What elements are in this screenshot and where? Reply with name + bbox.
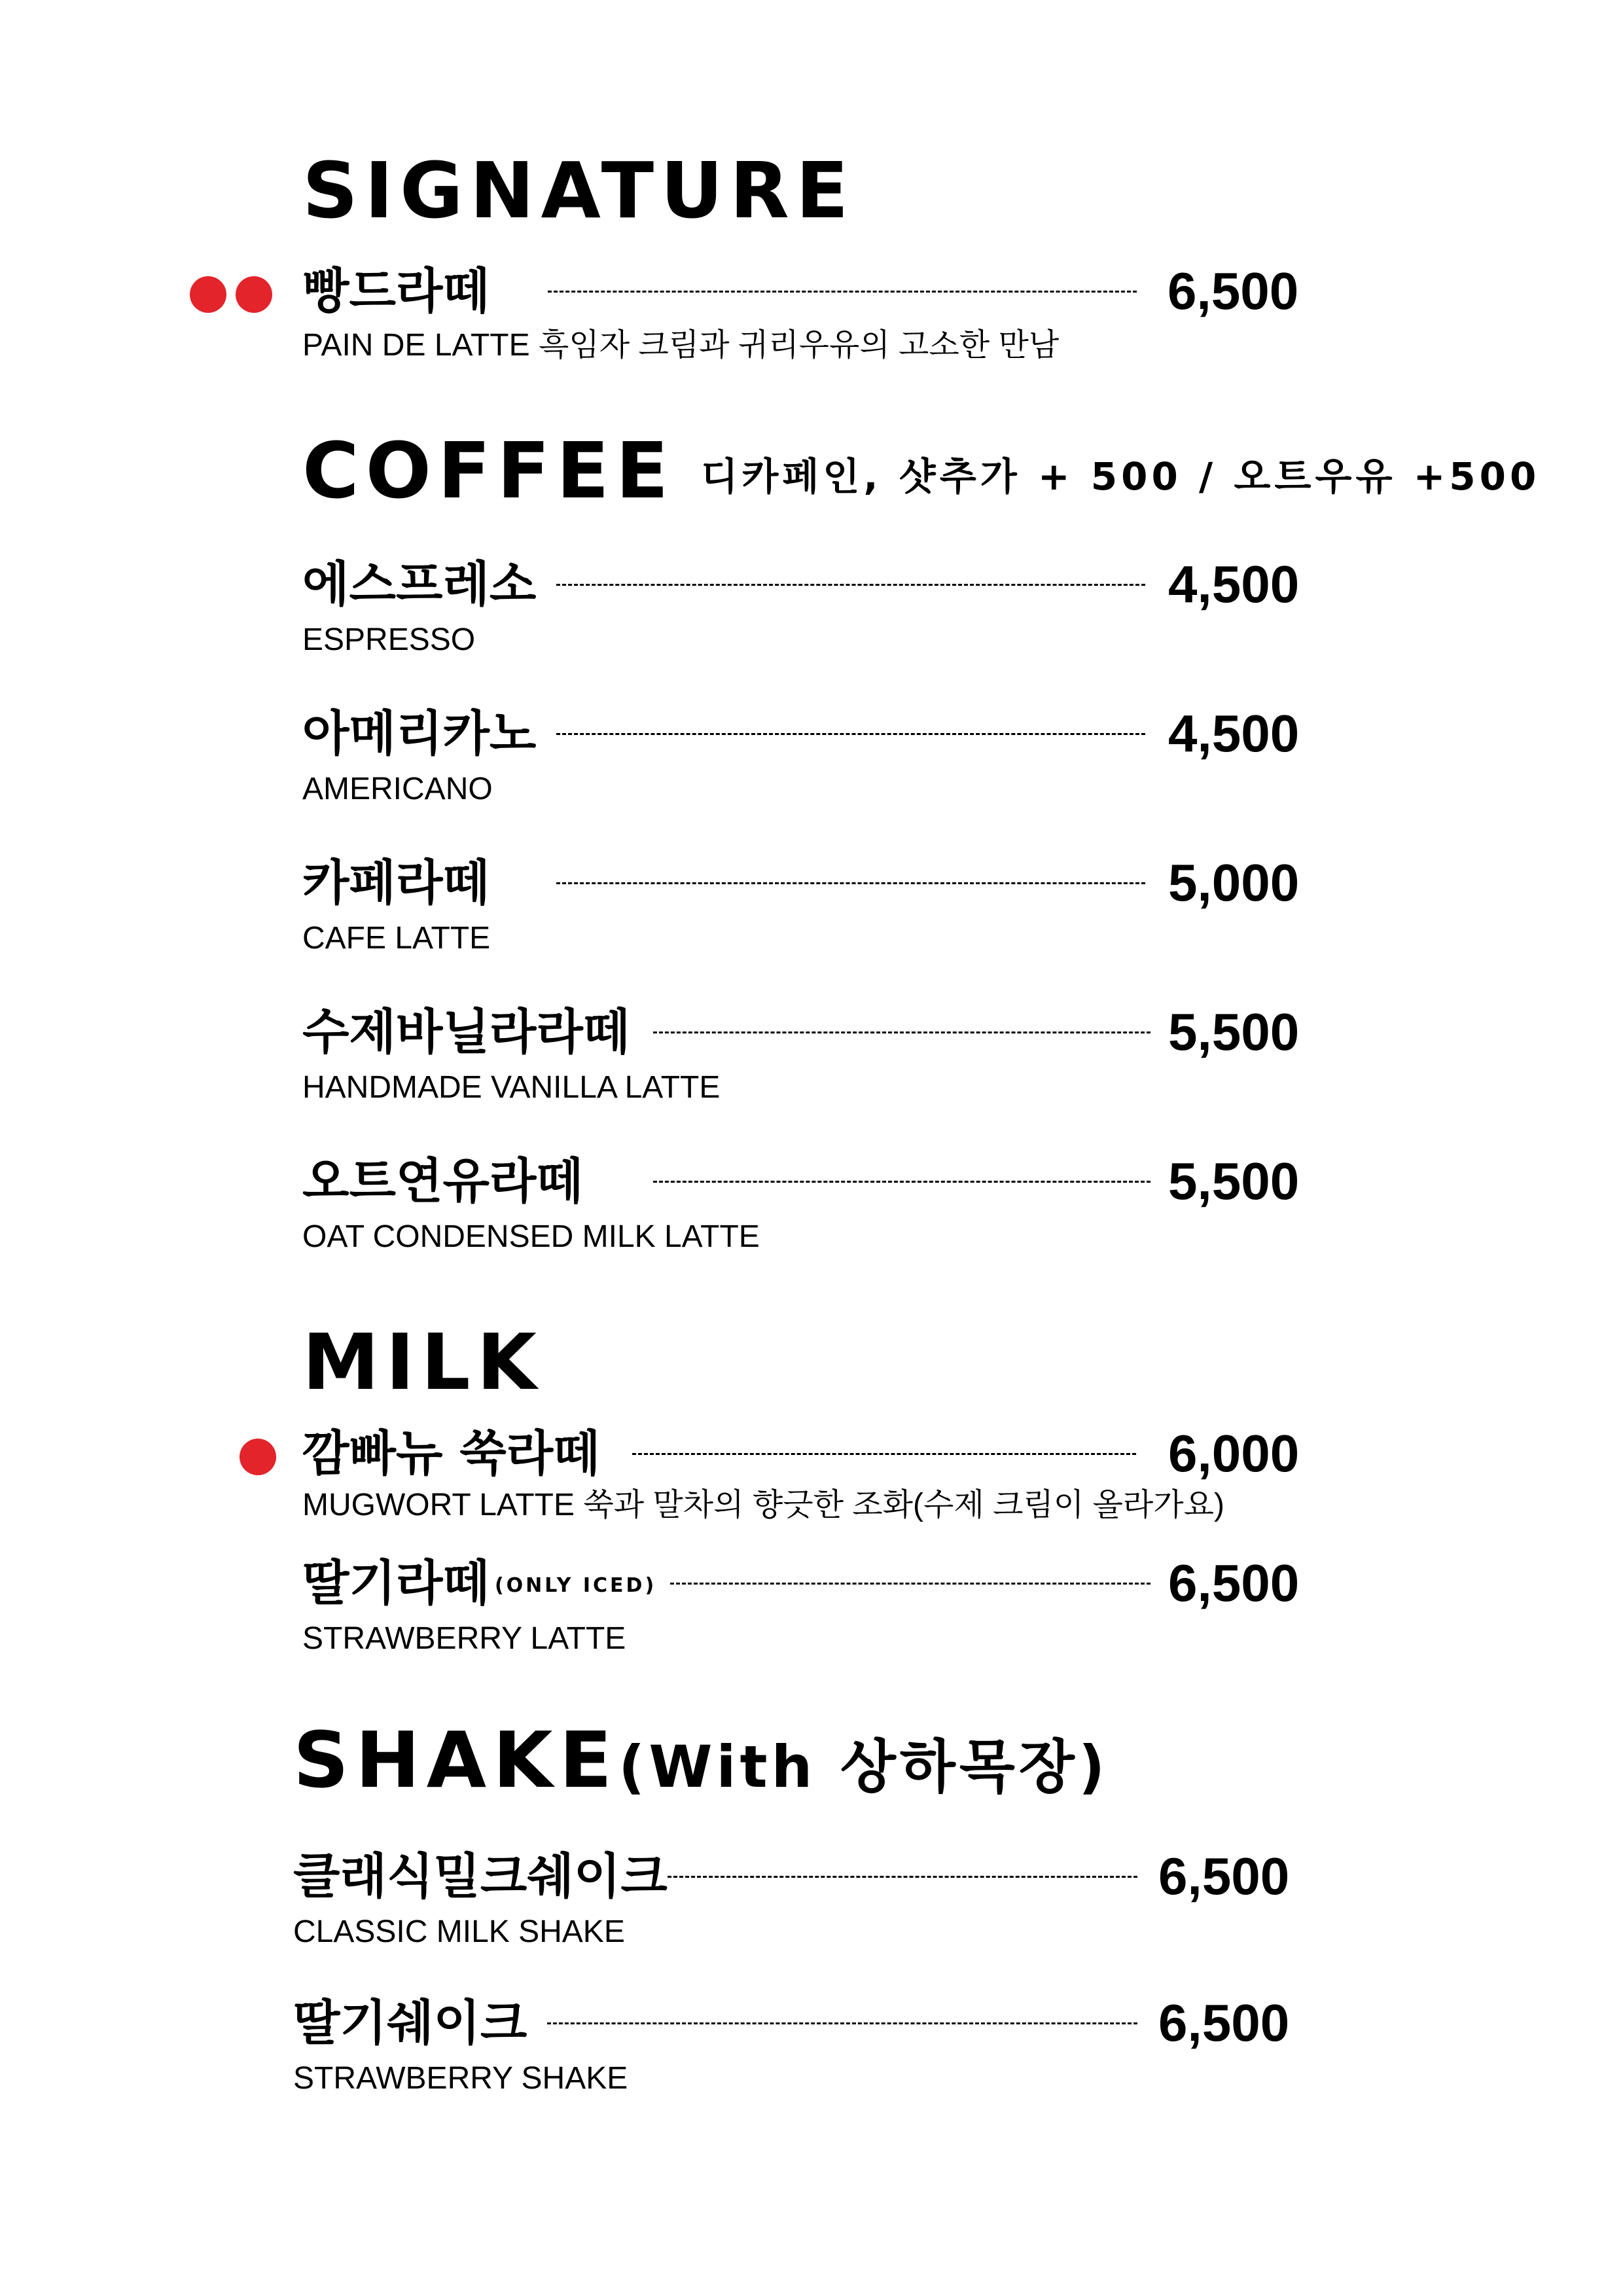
item-subtitle: AMERICANO: [302, 772, 493, 806]
item-price: 6,000: [1168, 1424, 1300, 1482]
item-subtitle: STRAWBERRY SHAKE: [293, 2061, 628, 2096]
item-price: 5,500: [1168, 1003, 1300, 1061]
menu-item-strawberry-latte: [302, 1554, 1323, 1665]
item-price: 4,500: [1168, 704, 1300, 762]
menu-item-pain-de-latte: [302, 262, 1323, 373]
item-name: 아메리카노: [302, 706, 537, 762]
menu-item-strawberry-shake: [293, 1994, 1314, 2105]
coffee-options-note: 디카페인, 샷추가 + 500 / 오트우유 +500: [701, 454, 1541, 499]
section-title-milk: MILK: [302, 1317, 543, 1407]
item-name: 오트연유라떼: [302, 1153, 583, 1210]
price-leader: [632, 1453, 1136, 1455]
item-price: 6,500: [1168, 1554, 1300, 1612]
price-leader: [668, 1876, 1137, 1878]
item-subtitle: PAIN DE LATTE 흑임자 크림과 귀리우유의 고소한 만남: [302, 328, 1060, 363]
menu-item-espresso: [302, 555, 1323, 666]
item-name: [302, 1554, 656, 1615]
item-subtitle: HANDMADE VANILLA LATTE: [302, 1070, 721, 1105]
section-title-shake: [293, 1715, 1109, 1805]
item-subtitle: STRAWBERRY LATTE: [302, 1621, 626, 1656]
price-leader: [670, 1583, 1150, 1585]
price-leader: [556, 882, 1145, 884]
item-name: 수제바닐라라떼: [302, 1004, 630, 1060]
menu-item-classic-milk-shake: [293, 1847, 1314, 1958]
price-leader: [653, 1181, 1150, 1183]
item-name: 딸기쉐이크: [293, 1995, 527, 2051]
milk-dot-icon: [240, 1439, 276, 1475]
item-subtitle: CLASSIC MILK SHAKE: [293, 1914, 625, 1949]
section-title-coffee: [302, 425, 1541, 516]
menu-item-americano: [302, 704, 1323, 816]
section-title-signature: SIGNATURE: [302, 145, 855, 236]
price-leader: [556, 584, 1145, 586]
item-subtitle: MUGWORT LATTE 쑥과 말차의 향긋한 조화(수제 크림이 올라가요): [302, 1488, 1224, 1522]
shake-supplier-note: (With 상하목장): [618, 1733, 1109, 1801]
signature-dot-icon: [236, 276, 272, 313]
item-price: 6,500: [1158, 1994, 1290, 2052]
menu-item-mugwort-latte: [302, 1424, 1323, 1535]
item-subtitle: OAT CONDENSED MILK LATTE: [302, 1219, 760, 1254]
section-title-text: COFFEE: [302, 425, 675, 516]
item-name: 클래식밀크쉐이크: [293, 1848, 668, 1905]
section-title-text: SHAKE: [293, 1715, 619, 1805]
item-price: 4,500: [1168, 555, 1300, 613]
item-name: 카페라떼: [302, 855, 490, 911]
price-leader: [556, 733, 1145, 735]
item-name: 깜빠뉴 쑥라떼: [302, 1426, 600, 1482]
signature-dot-icon: [190, 276, 226, 313]
item-name: 빵드라떼: [302, 263, 490, 319]
item-name: 에스프레소: [302, 556, 537, 613]
item-price: 6,500: [1158, 1847, 1290, 1905]
menu-item-handmade-vanilla-latte: [302, 1003, 1323, 1114]
price-leader: [547, 2022, 1137, 2024]
item-name-text: 딸기라떼: [302, 1555, 490, 1611]
price-leader: [653, 1031, 1150, 1033]
item-price: 5,500: [1168, 1152, 1300, 1210]
menu-item-oat-condensed-milk-latte: [302, 1152, 1323, 1263]
menu-item-cafe-latte: [302, 853, 1323, 965]
price-leader: [548, 291, 1137, 293]
only-iced-tag: (ONLY ICED): [494, 1574, 657, 1598]
item-subtitle: CAFE LATTE: [302, 921, 491, 956]
item-price: 6,500: [1168, 262, 1299, 320]
item-price: 5,000: [1168, 853, 1300, 912]
item-subtitle: ESPRESSO: [302, 622, 476, 657]
